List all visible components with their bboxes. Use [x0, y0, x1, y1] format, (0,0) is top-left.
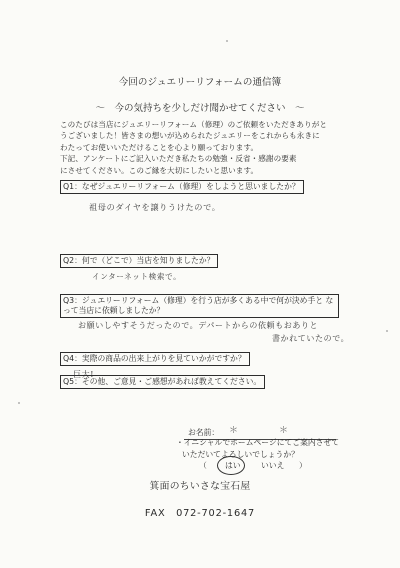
answer-3-handwriting-line-2: 書かれていたので。 [272, 334, 350, 343]
answer-1-handwriting: 祖母のダイヤを譲りうけたので。 [89, 202, 221, 212]
name-label: お名前： [188, 428, 220, 437]
question-4 [60, 352, 250, 366]
name-signature: ＊ ＊ [229, 426, 305, 436]
scan-speck [226, 40, 228, 42]
question-2-label: Q2：何で（どこで）当店を知りましたか？ [60, 254, 218, 268]
question-1-label: Q1：なぜジュエリーリフォーム（修理）をしようと思いましたか？ [60, 180, 304, 194]
choice-paren-open: （ [199, 461, 207, 470]
answer-3-handwriting-line-1: お願いしやすそうだったので。デパートからの依頼もおありと [78, 321, 319, 330]
intro-paragraph [60, 119, 360, 176]
question-3-label: Q3：ジュエリーリフォーム（修理）を行う店が多くある中で何が決め手と なって当店に依頼しましたか？ [60, 294, 339, 318]
intro-line: にさせてください。このご縁を大切にしたいと思います。 [60, 165, 259, 175]
question-2 [60, 254, 218, 268]
document-title: 今回のジュエリーリフォームの通信簿 [118, 77, 282, 88]
choice-yes: はい [225, 461, 241, 470]
question-3 [60, 294, 339, 318]
scan-speck [18, 402, 20, 404]
consent-question [176, 437, 339, 461]
intro-line: このたびは当店にジュエリーリフォーム（修理）のご依頼をいただきありがと [60, 120, 327, 129]
answer-2-handwriting: インターネット検索で。 [92, 272, 182, 281]
intro-line: うございました！皆さまの想いが込められたジュエリーをこれからも永きに [60, 131, 320, 141]
question-5 [60, 375, 265, 389]
shop-name: 箕面のちいさな宝石屋 [149, 481, 251, 492]
intro-line: 下記、アンケートにご記入いただき私たちの勉強・反省・感謝の要素 [60, 154, 297, 164]
scan-speck [386, 330, 388, 332]
choice-paren-close: ） [299, 461, 307, 470]
intro-line: わたってお使いいただけることを心より願っております。 [60, 142, 259, 152]
consent-choices [199, 460, 319, 474]
question-1 [60, 180, 304, 194]
consent-line: いただいてよろしいでしょうか？ [182, 450, 299, 459]
question-4-label: Q4：実際の商品の出来上がりを見ていかがですか？ [60, 352, 250, 366]
consent-line: ・イニシャルでホームページにてご案内させて [176, 438, 340, 447]
fax-number: FAX 072-702-1647 [144, 508, 256, 519]
choice-no: いいえ [261, 461, 285, 470]
answer-4-handwriting: 巨大! [73, 370, 95, 379]
document-subtitle: ～ 今の気持ちを少しだけ聞かせてください ～ [95, 103, 305, 114]
question-5-label: Q5：その他、ご意見・ご感想があれば教えてください。 [60, 375, 265, 389]
